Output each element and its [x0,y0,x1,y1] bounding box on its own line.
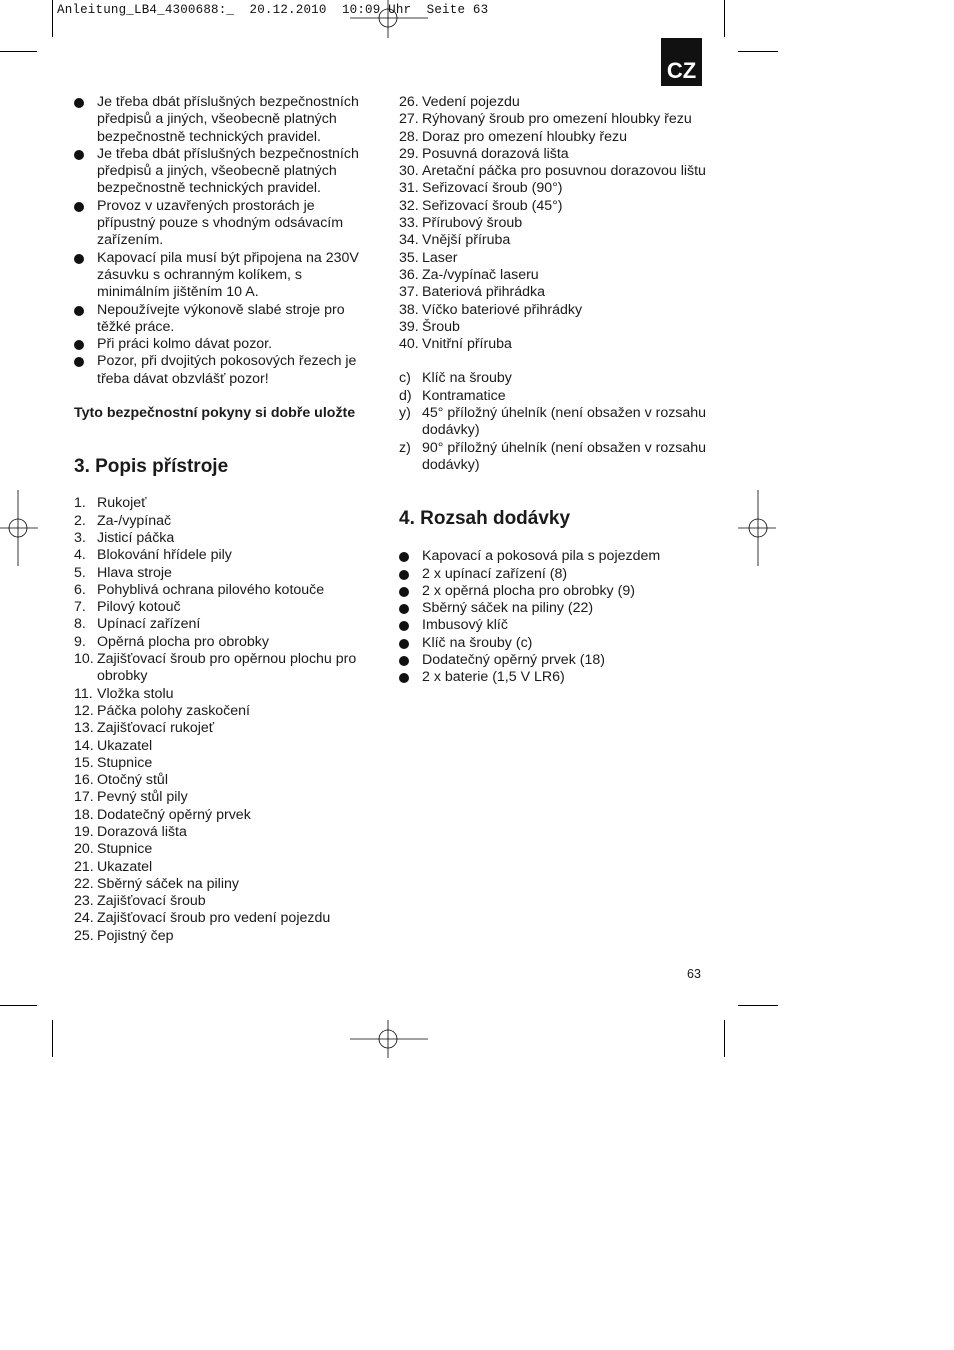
list-item [399,215,709,232]
crop-mark [738,1005,778,1006]
registration-mark-icon [350,1020,430,1060]
item-label: Vnitřní příruba [422,336,512,353]
bullet-icon [399,656,409,666]
list-item [74,651,374,686]
list-item [399,388,709,405]
bullet-icon [74,202,84,212]
list-item [399,336,709,353]
delivery-bullet-list [399,548,709,686]
list-item-text: Dodatečný opěrný prvek (18) [422,652,605,669]
item-label: Hlava stroje [97,564,172,581]
bullet-icon [74,150,84,160]
list-item [399,250,709,267]
item-number: 13. [74,720,94,737]
item-number: c) [399,370,411,387]
item-number: 10. [74,651,94,668]
crop-mark [52,1020,53,1057]
item-label: Jisticí páčka [97,529,175,546]
list-item [399,129,709,146]
item-number: 3. [74,529,86,546]
bullet-icon [399,552,409,562]
list-item [74,513,374,530]
item-label: Vložka stolu [97,685,174,702]
item-number: 36. [399,266,419,283]
item-label: Pilový kotouč [97,599,181,616]
accessory-list [399,370,709,474]
list-item [74,824,374,841]
bullet-icon [399,673,409,683]
item-number: 22. [74,875,94,892]
item-number: 17. [74,789,94,806]
list-item-text: Klíč na šrouby (c) [422,634,533,651]
list-item [399,302,709,319]
list-item [74,876,374,893]
list-item [399,267,709,284]
item-label: Pojistný čep [97,927,174,944]
item-number: 7. [74,599,86,616]
item-number: 29. [399,145,419,162]
list-item-text: Sběrný sáček na piliny (22) [422,600,594,617]
list-item [74,198,374,250]
item-label: Vedení pojezdu [422,94,520,110]
bullet-icon [399,621,409,631]
item-label: Aretační páčka pro posuvnou dorazovou lištu [422,163,706,180]
item-number: 14. [74,737,94,754]
item-label: Pevný stůl pily [97,789,188,806]
item-label: Seřizovací šroub (45°) [422,197,563,214]
item-number: 38. [399,301,419,318]
item-label: Zajišťovací šroub pro opěrnou plochu pro obrobky [97,651,357,685]
list-item [74,686,374,703]
parts-list-continued [399,94,709,353]
item-label: Páčka polohy zaskočení [97,702,251,719]
list-item [399,635,709,652]
item-label: 45° příložný úhelník (není obsažen v rozsahu dodávky) [422,405,707,439]
item-number: 33. [399,215,419,232]
list-item [74,599,374,616]
list-item [399,617,709,634]
list-item [74,738,374,755]
list-item [74,755,374,772]
list-item [399,652,709,669]
right-column [399,94,709,687]
list-item-text: Kapovací a pokosová pila s pojezdem [422,548,661,565]
item-number: 35. [399,249,419,266]
page-number: 63 [687,967,701,981]
list-item-text: 2 x upínací zařízení (8) [422,565,568,582]
section-4-title: 4. Rozsah dodávky [399,508,571,530]
list-item-text: 2 x opěrná plocha pro obrobky (9) [422,582,635,599]
item-number: 27. [399,111,419,128]
list-item [399,94,709,111]
list-item [399,548,709,565]
item-label: Sběrný sáček na piliny [97,875,239,892]
item-label: Blokování hřídele pily [97,547,232,564]
list-item [74,547,374,564]
list-item [399,198,709,215]
safety-note: Tyto bezpečnostní pokyny si dobře uložte [74,405,356,422]
bullet-icon [74,357,84,367]
item-number: 24. [74,910,94,927]
bullet-icon [399,570,409,580]
list-item [399,146,709,163]
item-number: 19. [74,823,94,840]
list-item [399,111,709,128]
list-item [399,566,709,583]
item-label: Stupnice [97,841,153,858]
item-label: Za-/vypínač [97,512,172,529]
list-item [74,302,374,337]
registration-mark-icon [0,488,40,568]
list-item [399,600,709,617]
item-number: 9. [74,633,86,650]
crop-mark [738,51,778,52]
item-label: Zajišťovací šroub pro vedení pojezdu [97,910,331,927]
list-item [74,146,374,198]
item-label: Vnější příruba [422,232,511,249]
item-number: 39. [399,318,419,335]
list-item-text: Kapovací pila musí být připojena na 230V zásuvku s ochranným kolíkem, s minimálním jištěním 10 A. [97,249,359,301]
list-item-text: Imbusový klíč [422,617,508,634]
list-item [399,669,709,686]
list-item [74,720,374,737]
item-label: Zajišťovací šroub [97,893,206,910]
list-item [74,530,374,547]
item-label: Za-/vypínač laseru [422,266,539,283]
item-label: Kontramatice [422,387,506,404]
crop-mark [52,0,53,37]
registration-mark-icon [738,488,778,568]
crop-mark [0,1005,37,1006]
list-item [74,495,374,512]
list-item [74,336,374,353]
item-number: 26. [399,94,419,110]
item-number: 34. [399,232,419,249]
item-number: 28. [399,128,419,145]
item-number: 40. [399,336,419,353]
item-label: Opěrná plocha pro obrobky [97,633,269,650]
list-item-text: Při práci kolmo dávat pozor. [97,336,273,353]
bullet-icon [399,587,409,597]
item-number: 5. [74,564,86,581]
list-item [74,250,374,302]
item-number: 37. [399,284,419,301]
item-number: 16. [74,772,94,789]
list-item-text: Je třeba dbát příslušných bezpečnostních předpisů a jiných, všeobecně platných bezpečnostně technických pravidel. [97,94,359,145]
item-number: 23. [74,893,94,910]
item-number: 6. [74,581,86,598]
item-number: 15. [74,754,94,771]
item-label: Ukazatel [97,737,153,754]
list-item [74,565,374,582]
item-number: 1. [74,495,86,512]
list-item [399,440,709,475]
item-number: 32. [399,197,419,214]
list-item [74,841,374,858]
list-item-text: Nepoužívejte výkonově slabé stroje pro těžké práce. [97,301,345,335]
list-item [74,772,374,789]
list-item [399,405,709,440]
item-number: 4. [74,547,86,564]
item-label: Pohyblivá ochrana pilového kotouče [97,581,325,598]
list-item [74,703,374,720]
item-number: d) [399,387,412,404]
item-number: 12. [74,702,94,719]
bullet-icon [399,639,409,649]
item-label: Upínací zařízení [97,616,201,633]
item-label: Stupnice [97,754,153,771]
item-label: Ukazatel [97,858,153,875]
list-item [74,859,374,876]
parts-list [74,495,374,945]
list-item [74,789,374,806]
safety-bullet-list [74,94,374,388]
list-item [399,180,709,197]
crop-mark [724,1020,725,1057]
bullet-icon [74,306,84,316]
item-number: 2. [74,512,86,529]
item-number: 30. [399,163,419,180]
item-label: Laser [422,249,458,266]
bullet-icon [74,340,84,350]
list-item [399,232,709,249]
list-item [399,284,709,301]
item-number: y) [399,405,411,422]
item-label: Přírubový šroub [422,215,523,232]
list-item [74,634,374,651]
item-label: Posuvná dorazová lišta [422,145,569,162]
item-label: Rýhovaný šroub pro omezení hloubky řezu [422,111,692,128]
list-item-text: Je třeba dbát příslušných bezpečnostních předpisů a jiných, všeobecně platných bezpečnostně technických pravidel. [97,145,359,197]
bullet-icon [399,604,409,614]
print-header: Anleitung_LB4_4300688:_ 20.12.2010 10:09 Uhr Seite 63 [57,3,489,17]
item-label: Víčko bateriové přihrádky [422,301,583,318]
list-item [74,807,374,824]
list-item [399,583,709,600]
item-number: 25. [74,927,94,944]
item-label: Bateriová přihrádka [422,284,546,301]
item-number: 11. [74,685,93,702]
item-label: Šroub [422,318,460,335]
list-item [74,353,374,388]
list-item [399,319,709,336]
item-label: Seřizovací šroub (90°) [422,180,563,197]
list-item [74,893,374,910]
item-label: 90° příložný úhelník (není obsažen v rozsahu dodávky) [422,439,707,473]
item-label: Otočný stůl [97,772,168,789]
crop-mark [0,51,37,52]
item-number: 18. [74,806,94,823]
item-number: 21. [74,858,94,875]
bullet-icon [74,254,84,264]
list-item [74,582,374,599]
bullet-icon [74,98,84,108]
list-item [74,928,374,945]
left-column [74,94,374,945]
item-number: 20. [74,841,94,858]
list-item-text: 2 x baterie (1,5 V LR6) [422,669,565,686]
item-number: 8. [74,616,86,633]
section-3-title: 3. Popis přístroje [74,456,229,478]
item-label: Doraz pro omezení hloubky řezu [422,128,628,145]
item-number: z) [399,439,411,456]
crop-mark [724,0,725,37]
list-item [74,94,374,146]
item-label: Zajišťovací rukojeť [97,720,215,737]
list-item [399,163,709,180]
list-item-text: Pozor, při dvojitých pokosových řezech je třeba dávat obzvlášť pozor! [97,353,357,387]
language-badge: CZ [661,38,702,86]
item-label: Dodatečný opěrný prvek [97,806,251,823]
list-item [74,910,374,927]
item-label: Dorazová lišta [97,823,187,840]
item-label: Klíč na šrouby [422,370,512,387]
registration-mark-icon [350,0,430,40]
list-item-text: Provoz v uzavřených prostorách je přípustný pouze s vhodným odsávacím zařízením. [97,197,344,249]
item-number: 31. [399,180,419,197]
list-item [399,370,709,387]
list-item [74,616,374,633]
item-label: Rukojeť [97,495,147,512]
